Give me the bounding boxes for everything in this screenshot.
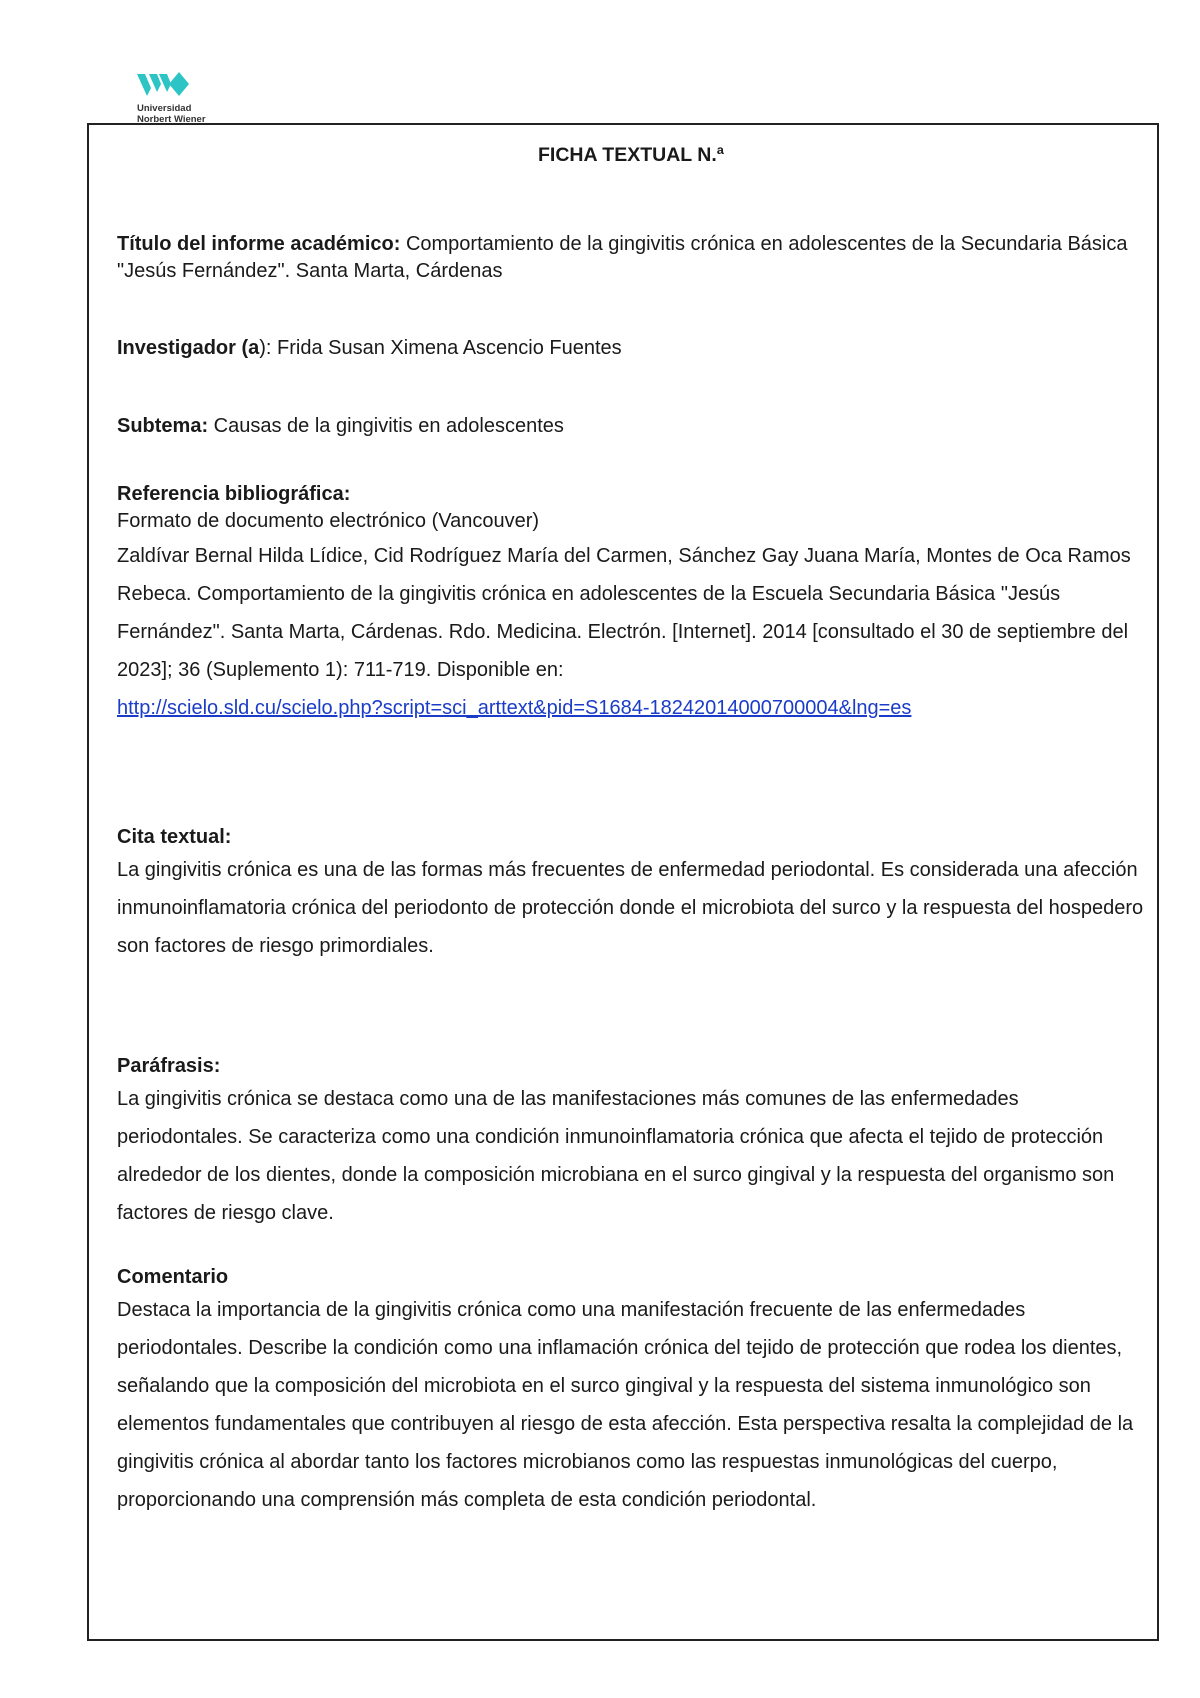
titulo-label: Título del informe académico: [117, 233, 401, 255]
investigador-field [117, 335, 1147, 362]
ficha-content [117, 141, 1147, 1519]
logo-line-2: Norbert Wiener [137, 114, 206, 122]
cita-label: Cita textual: [117, 826, 232, 848]
subtema-field [117, 413, 1147, 440]
parafrasis-label: Paráfrasis: [117, 1055, 221, 1077]
logo-mark-icon [137, 70, 195, 100]
university-logo [137, 70, 217, 122]
referencia-link[interactable]: http://scielo.sld.cu/scielo.php?script=sci_arttext&pid=S1684-18242014000700004&lng=es [117, 697, 912, 719]
titulo-value: Comportamiento de la gingivitis crónica en adolescentes de la Secundaria Básica "Jesús Fernández". Santa Marta, Cárdenas [117, 233, 1128, 282]
logo-line-1: Universidad [137, 103, 192, 114]
comentario-text: Destaca la importancia de la gingivitis crónica como una manifestación frecuente de las enfermedades periodontales. Describe la condición como una inflamación crónica del tejido de protección que rodea los dientes, señalando que la composición del microbiota en el surco gingival y la respuesta del sistema inmunológico son elementos fundamentales que contribuyen al riesgo de esta afección. Esta perspectiva resalta la complejidad de la gingivitis crónica al abordar tanto los factores microbianos como las respuestas inmunológicas del cuerpo, proporcionando una comprensión más completa de esta condición periodontal. [117, 1299, 1134, 1511]
referencia-citation: Zaldívar Bernal Hilda Lídice, Cid Rodríguez María del Carmen, Sánchez Gay Juana María, Montes de Oca Ramos Rebeca. Comportamiento de la gingivitis crónica en adolescentes de la Escuela Secundaria Básica "Jesús Fernández". Santa Marta, Cárdenas. Rdo. Medicina. Electrón. [Internet]. 2014 [consultado el 30 de septiembre del 2023]; 36 (Suplemento 1): 711-719. Disponible en: [117, 545, 1131, 681]
subtema-label: Subtema: [117, 415, 209, 437]
investigador-value: ): Frida Susan Ximena Ascencio Fuentes [259, 337, 622, 359]
referencia-label: Referencia bibliográfica: [117, 483, 351, 505]
comentario-label: Comentario [117, 1266, 229, 1288]
subtema-value: Causas de la gingivitis en adolescentes [208, 415, 564, 437]
ficha-title: FICHA TEXTUAL N.ª [538, 144, 724, 166]
investigador-label: Investigador (a [117, 337, 260, 359]
logo-text [137, 103, 206, 122]
referencia-text [117, 537, 1147, 727]
titulo-field [117, 231, 1147, 285]
parafrasis-text: La gingivitis crónica se destaca como una de las manifestaciones más comunes de las enfermedades periodontales. Se caracteriza como una condición inmunoinflamatoria crónica que afecta el tejido de protección alrededor de los dientes, donde la composición microbiana en el surco gingival y la respuesta del organismo son factores de riesgo clave. [117, 1088, 1115, 1224]
cita-text: La gingivitis crónica es una de las formas más frecuentes de enfermedad periodontal. Es considerada una afección inmunoinflamatoria crónica del periodonto de protección donde el microbiota del surco y la respuesta del hospedero son factores de riesgo primordiales. [117, 859, 1144, 957]
referencia-formato: Formato de documento electrónico (Vancouver) [117, 510, 540, 532]
